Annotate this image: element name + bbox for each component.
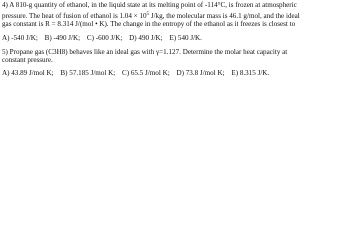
question-4-line-3: gas constant is R = 8.314 J/(mol • K). The change in the entropy of the ethanol as it freezes is closest to	[2, 20, 296, 28]
question-4-option-e[interactable]: E) 540 J/K.	[169, 34, 202, 42]
question-5-option-c[interactable]: C) 65.5 J/mol K;	[122, 69, 170, 77]
question-4-line-2	[2, 12, 300, 20]
question-4-exponent: 5	[146, 12, 150, 17]
question-4-option-c[interactable]: C) -600 J/K;	[86, 34, 123, 42]
question-4-line-2-part-a: pressure. The heat of fusion of ethanol is 1.04 × 10	[2, 12, 147, 20]
question-4-options	[2, 34, 207, 42]
question-4-option-d[interactable]: D) 490 J/K;	[129, 34, 163, 42]
question-4-option-a[interactable]: A) -540 J/K;	[2, 34, 38, 42]
question-5-line-1: 5) Propane gas (C3H8) behaves like an ideal gas with γ=1.127. Determine the molar heat capacity at	[2, 48, 288, 56]
question-5-line-2: constant pressure.	[2, 56, 53, 64]
question-4-line-1: 4) A 810-g quantity of ethanol, in the liquid state at its melting point of -114°C, is frozen at atmospheric	[2, 1, 297, 9]
question-4-option-b[interactable]: B) -490 J/K;	[44, 34, 81, 42]
question-page	[0, 0, 350, 83]
question-5-option-b[interactable]: B) 57.185 J/mol K;	[60, 69, 116, 77]
question-5-option-e[interactable]: E) 8.315 J/K.	[231, 69, 270, 77]
question-5-options	[2, 69, 274, 77]
question-5-option-a[interactable]: A) 43.89 J/mol K;	[2, 69, 54, 77]
question-4-line-2-part-b: J/kg, the molecular mass is 46.1 g/mol, and the ideal	[149, 12, 300, 20]
question-5-option-d[interactable]: D) 73.8 J/mol K;	[176, 69, 225, 77]
